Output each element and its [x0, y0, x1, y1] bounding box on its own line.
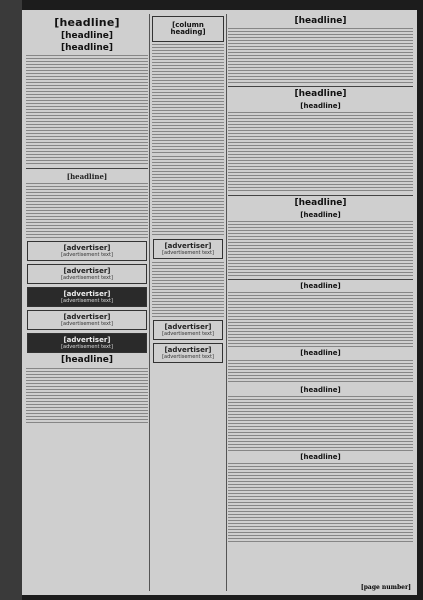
article-body [228, 360, 413, 384]
divider [228, 279, 413, 280]
article-body [26, 55, 148, 165]
headline: [headline] [294, 16, 347, 26]
article-body [26, 368, 148, 423]
subheadline: [headline] [300, 210, 341, 219]
lead-headline-top: [headline] [54, 16, 120, 29]
article-body [228, 396, 413, 451]
scan-border [0, 0, 22, 600]
left-column [26, 14, 148, 591]
column-title: [column heading] [170, 21, 206, 37]
advertisement: [advertiser] [advertisement text] [27, 264, 147, 284]
advertisement: [advertiser] [advertisement text] [153, 239, 223, 259]
headline: [headline] [300, 453, 341, 462]
headline: [headline] [300, 282, 341, 290]
article-body [228, 463, 413, 543]
advertisement: [advertiser] [advertisement text] [153, 343, 223, 363]
right-column [228, 14, 413, 591]
subheadline: [headline] [300, 101, 341, 110]
article-body [152, 262, 224, 317]
column-rule [149, 14, 150, 591]
headline: [headline] [294, 89, 347, 100]
article-body [152, 156, 224, 236]
headline: [headline] [300, 349, 341, 358]
newspaper-page [22, 10, 417, 595]
banner-advertisement: [advertiser] [advertisement text] [27, 333, 147, 353]
article-body [26, 183, 148, 238]
advertisement: [advertiser] [advertisement text] [27, 310, 147, 330]
page-number: [page number] [360, 584, 411, 591]
column-rule [226, 14, 227, 591]
article-body [228, 28, 413, 83]
lead-headline-bottom: [headline] [61, 42, 113, 53]
advertisement: [advertiser] [advertisement text] [27, 241, 147, 261]
headline: [headline] [294, 198, 347, 209]
advertisement: [advertiser] [advertisement text] [153, 320, 223, 340]
article-body [152, 44, 224, 154]
middle-column [152, 14, 224, 591]
article-body [228, 112, 413, 192]
column-header-box [152, 16, 224, 42]
bottom-headline: [headline] [61, 355, 113, 366]
divider [228, 86, 413, 87]
article-body [228, 221, 413, 276]
headline: [headline] [300, 385, 341, 394]
advertisement: [advertiser] [advertisement text] [27, 287, 147, 307]
section-title: [headline] [66, 172, 108, 182]
divider [26, 168, 148, 169]
article-body [228, 292, 413, 347]
divider [228, 195, 413, 196]
lead-headline-middle: [headline] [61, 30, 113, 41]
